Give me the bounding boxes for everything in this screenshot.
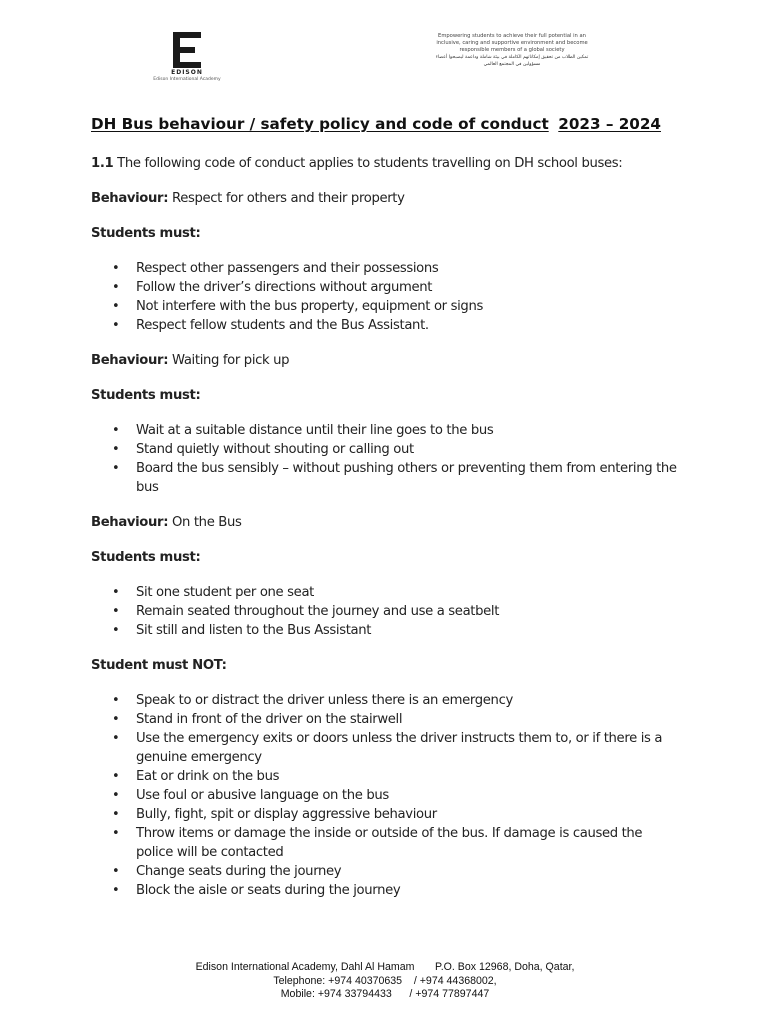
behaviour-label: Behaviour:: [91, 191, 169, 206]
list-item: • Follow the driver’s directions without argument: [91, 278, 681, 297]
list-item: • Use foul or abusive language on the bus: [91, 786, 681, 805]
list-item: • Sit one student per one seat: [91, 583, 681, 602]
list-item: • Respect other passengers and their possessions: [91, 259, 681, 278]
list-item: • Speak to or distract the driver unless there is an emergency: [91, 691, 681, 710]
footer-telephone: Telephone: +974 40370635 / +974 44368002,: [273, 974, 497, 987]
behaviour-text: Respect for others and their property: [168, 191, 405, 206]
behaviour-heading-1: [91, 189, 681, 208]
list-item: • Respect fellow students and the Bus Assistant.: [91, 316, 681, 335]
list-item: • Stand quietly without shouting or calling out: [91, 440, 681, 459]
document-title: [91, 115, 661, 133]
list-item: • Wait at a suitable distance until their line goes to the bus: [91, 421, 681, 440]
title-year: 2023 – 2024: [558, 115, 661, 133]
intro-paragraph: [91, 154, 681, 173]
list-item: • Change seats during the journey: [91, 862, 681, 881]
logo-name: EDISON: [171, 69, 203, 76]
behaviour-heading-2: [91, 351, 681, 370]
footer-mobile: Mobile: +974 33794433 / +974 77897447: [280, 988, 490, 1000]
behaviour-text: Waiting for pick up: [168, 353, 290, 368]
title-text: DH Bus behaviour / safety policy and code of conduct: [91, 115, 549, 133]
rules-list-1: [91, 259, 681, 335]
school-logo: [150, 32, 224, 82]
list-item: • Use the emergency exits or doors unless the driver instructs them to, or if there is a genuine emergency: [91, 729, 681, 767]
students-must-3: Students must:: [91, 550, 201, 565]
behaviour-heading-3: [91, 513, 681, 532]
list-item: • Not interfere with the bus property, equipment or signs: [91, 297, 681, 316]
list-item: • Sit still and listen to the Bus Assistant: [91, 621, 681, 640]
list-item: • Eat or drink on the bus: [91, 767, 681, 786]
rules-list-2: [91, 421, 681, 497]
students-must-2: Students must:: [91, 388, 201, 403]
list-item: • Remain seated throughout the journey and use a seatbelt: [91, 602, 681, 621]
rules-list-3: [91, 583, 681, 640]
list-item: • Board the bus sensibly – without pushing others or preventing them from entering the bus: [91, 459, 681, 497]
document-body: [91, 154, 681, 900]
list-item: • Block the aisle or seats during the journey: [91, 881, 681, 900]
edison-logo-icon: [173, 32, 201, 68]
behaviour-label: Behaviour:: [91, 353, 169, 368]
intro-number: 1.1: [91, 156, 114, 171]
motto-arabic: تمكين الطلاب من تحقيق إمكاناتهم الكاملة في بيئة شاملة وداعمة ليصبحوا أعضاء مسؤولين في المجتمع العالمي: [435, 55, 589, 67]
motto-english: Empowering students to achieve their full potential in an inclusive, caring and supportive environment and become responsible members of a global society: [436, 33, 588, 53]
list-item: • Throw items or damage the inside or outside of the bus. If damage is caused the police will be contacted: [91, 824, 681, 862]
list-item: • Stand in front of the driver on the stairwell: [91, 710, 681, 729]
behaviour-text: On the Bus: [168, 515, 242, 530]
school-motto: [432, 33, 592, 68]
footer-address: Edison International Academy, Dahl Al Hamam P.O. Box 12968, Doha, Qatar,: [195, 961, 575, 973]
page-footer: [0, 961, 770, 1002]
rules-list-not: [91, 691, 681, 900]
students-must-not: Student must NOT:: [91, 658, 227, 673]
students-must-1: Students must:: [91, 226, 201, 241]
list-item: • Bully, fight, spit or display aggressive behaviour: [91, 805, 681, 824]
behaviour-label: Behaviour:: [91, 515, 169, 530]
intro-text: The following code of conduct applies to students travelling on DH school buses:: [113, 156, 623, 171]
logo-tagline: Edison International Academy: [153, 77, 221, 82]
